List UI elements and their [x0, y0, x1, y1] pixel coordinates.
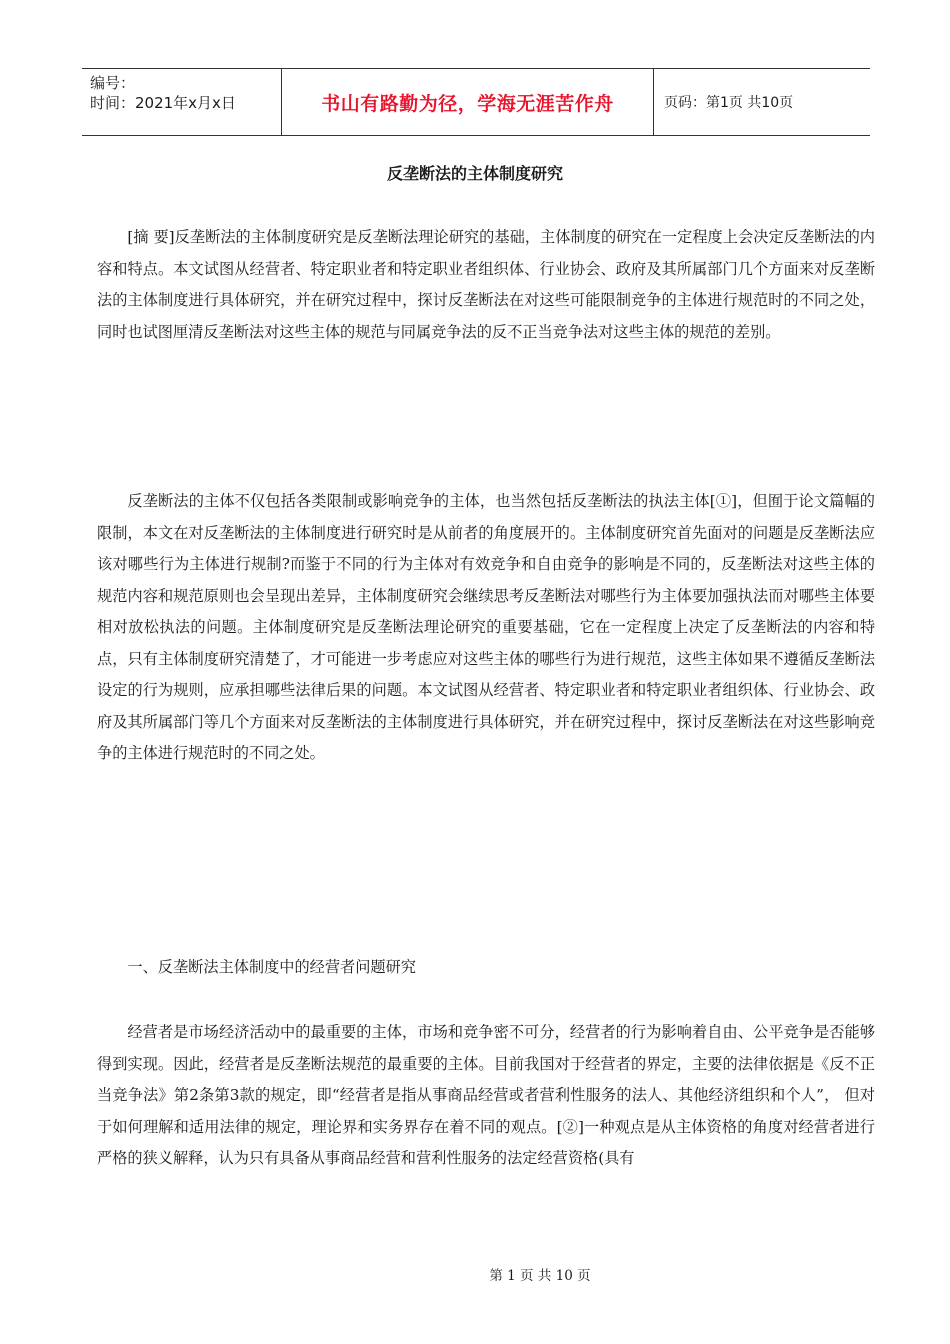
header-meta-cell	[82, 69, 282, 135]
document-number-label: 编号：	[90, 74, 136, 92]
abstract-paragraph: [摘 要]反垄断法的主体制度研究是反垄断法理论研究的基础，主体制度的研究在一定程度上会决定反垄断法的内容和特点。本文试图从经营者、特定职业者和特定职业者组织体、行业协会、政府及其所属部门几个方面来对反垄断法的主体制度进行具体研究，并在研究过程中，探讨反垄断法在对这些可能限制竞争的主体进行规范时的不同之处，同时也试图厘清反垄断法对这些主体的规范与同属竞争法的反不正当竞争法对这些主体的规范的差别。	[97, 228, 875, 341]
section-paragraph: 经营者是市场经济活动中的最重要的主体，市场和竞争密不可分，经营者的行为影响着自由、公平竞争是否能够得到实现。因此，经营者是反垄断法规范的最重要的主体。目前我国对于经营者的界定，主要的法律依据是《反不正当竞争法》第2条第3款的规定，即“经营者是指从事商品经营或者营利性服务的法人、其他经济组织和个人”， 但对于如何理解和适用法律的规定，理论界和实务界存在着不同的观点。[②]一种观点是从主体资格的角度对经营者进行严格的狭义解释，认为只有具备从事商品经营和营利性服务的法定经营资格(具有	[97, 1023, 875, 1167]
header-page-info: 页码：第1页 共10页	[664, 95, 794, 111]
header-table	[82, 68, 870, 136]
document-title: 反垄断法的主体制度研究	[386, 164, 563, 183]
header-motto: 书山有路勤为径，学海无涯苦作舟	[282, 69, 654, 135]
document-date-label: 时间：2021年x月x日	[90, 94, 236, 112]
intro-paragraph: 反垄断法的主体不仅包括各类限制或影响竞争的主体，也当然包括反垄断法的执法主体[①]，但囿于论文篇幅的限制，本文在对反垄断法的主体制度进行研究时是从前者的角度展开的。主体制度研究首先面对的问题是反垄断法应该对哪些行为主体进行规制?而鉴于不同的行为主体对有效竞争和自由竞争的影响是不同的，反垄断法对这些主体的规范内容和规范原则也会呈现出差异，主体制度研究会继续思考反垄断法对哪些行为主体要加强执法而对哪些主体要相对放松执法的问题。主体制度研究是反垄断法理论研究的重要基础，它在一定程度上决定了反垄断法的内容和特点，只有主体制度研究清楚了，才可能进一步考虑应对这些主体的哪些行为进行规范，这些主体如果不遵循反垄断法设定的行为规则，应承担哪些法律后果的问题。本文试图从经营者、特定职业者和特定职业者组织体、行业协会、政府及其所属部门等几个方面来对反垄断法的主体制度进行具体研究，并在研究过程中，探讨反垄断法在对这些影响竞争的主体进行规范时的不同之处。	[97, 492, 875, 762]
section-heading: 一、反垄断法主体制度中的经营者问题研究	[127, 958, 416, 976]
page-footer: 第 1 页 共 10 页	[489, 1268, 591, 1284]
